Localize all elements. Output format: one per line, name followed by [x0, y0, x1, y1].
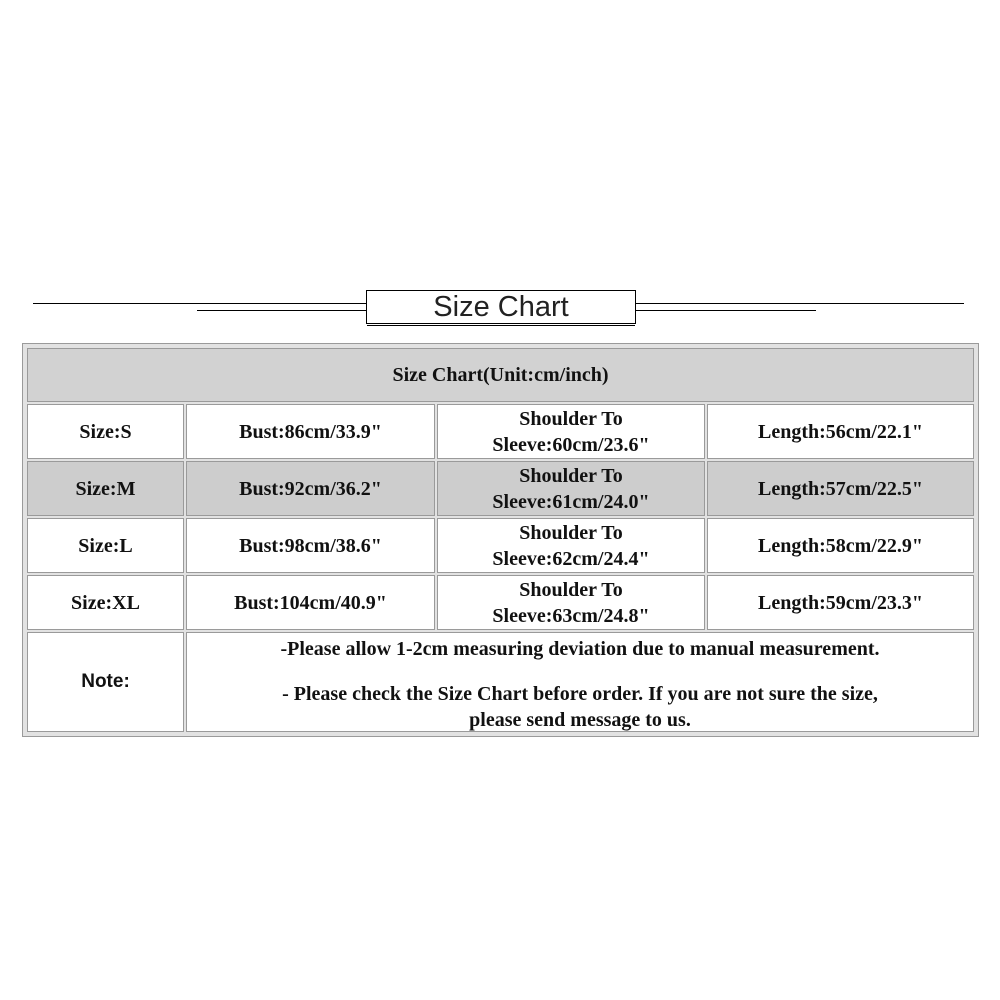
cell-shoulder-xl: [437, 575, 705, 630]
shoulder-label: Shoulder To: [519, 578, 623, 601]
cell-size-m: [27, 461, 184, 516]
shoulder-label: Shoulder To: [519, 464, 623, 487]
banner-title: Size Chart: [433, 290, 569, 323]
cell-shoulder-l: [437, 518, 705, 573]
length-value: Length:56cm/22.1": [758, 420, 923, 443]
shoulder-value: Sleeve:61cm/24.0": [492, 490, 650, 513]
table-header: [27, 348, 974, 402]
cell-length-m: [707, 461, 974, 516]
cell-note-text: [186, 632, 974, 732]
cell-bust-xl: [186, 575, 435, 630]
note-line-2a: - Please check the Size Chart before order. If you are not sure the size,: [282, 683, 878, 705]
shoulder-value: Sleeve:60cm/23.6": [492, 433, 650, 456]
shoulder-label: Shoulder To: [519, 407, 623, 430]
banner-line-left-short: [197, 310, 366, 311]
bust-value: Bust:104cm/40.9": [234, 591, 387, 614]
cell-bust-s: [186, 404, 435, 459]
cell-bust-l: [186, 518, 435, 573]
banner-title-box: [366, 290, 636, 324]
banner-line-right-short: [636, 310, 816, 311]
bust-value: Bust:92cm/36.2": [239, 477, 382, 500]
note-label: Note:: [81, 671, 130, 692]
size-chart-table: [22, 343, 979, 737]
note-line-1: -Please allow 1-2cm measuring deviation due to manual measurement.: [280, 638, 880, 660]
shoulder-label: Shoulder To: [519, 521, 623, 544]
cell-length-l: [707, 518, 974, 573]
size-label: Size:XL: [71, 591, 140, 614]
size-label: Size:M: [75, 477, 136, 500]
cell-shoulder-m: [437, 461, 705, 516]
cell-size-l: [27, 518, 184, 573]
cell-length-xl: [707, 575, 974, 630]
banner-line-right-long: [636, 303, 964, 304]
bust-value: Bust:86cm/33.9": [239, 420, 382, 443]
cell-shoulder-s: [437, 404, 705, 459]
banner-line-left-long: [33, 303, 366, 304]
table-header-text: Size Chart(Unit:cm/inch): [392, 364, 609, 386]
length-value: Length:57cm/22.5": [758, 477, 923, 500]
cell-size-s: [27, 404, 184, 459]
cell-note-label: [27, 632, 184, 732]
cell-length-s: [707, 404, 974, 459]
cell-size-xl: [27, 575, 184, 630]
note-line-2b: please send message to us.: [469, 709, 691, 731]
length-value: Length:59cm/23.3": [758, 591, 923, 614]
length-value: Length:58cm/22.9": [758, 534, 923, 557]
bust-value: Bust:98cm/38.6": [239, 534, 382, 557]
shoulder-value: Sleeve:62cm/24.4": [492, 547, 650, 570]
size-label: Size:S: [79, 420, 132, 443]
shoulder-value: Sleeve:63cm/24.8": [492, 604, 650, 627]
size-label: Size:L: [78, 534, 133, 557]
cell-bust-m: [186, 461, 435, 516]
